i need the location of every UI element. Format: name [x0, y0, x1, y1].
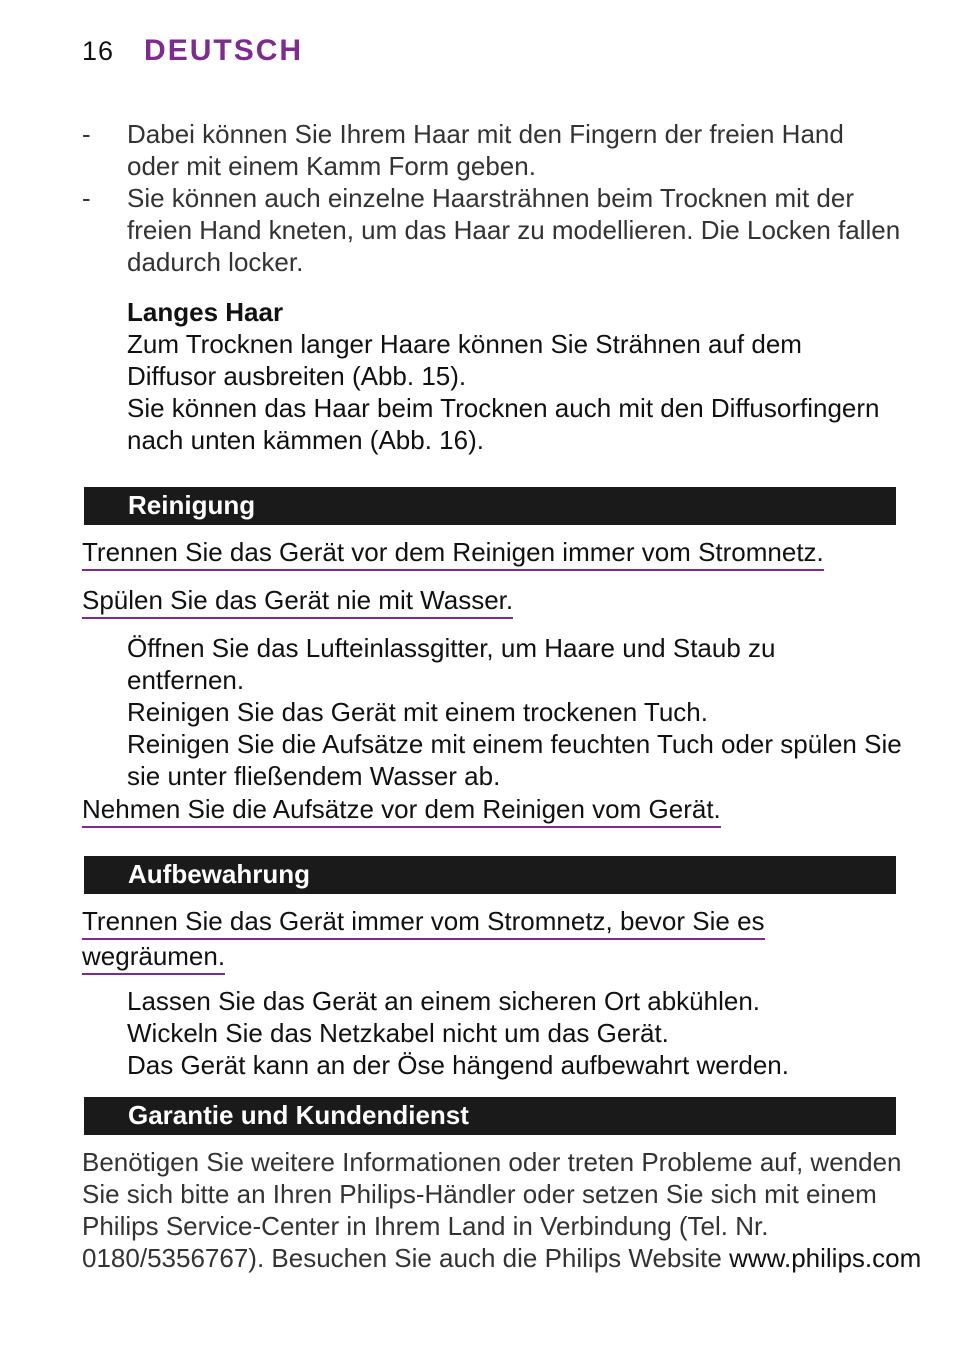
paragraph-line: Öffnen Sie das Lufteinlassgitter, um Haare und Staub zu — [127, 633, 776, 663]
paragraph-line: Philips Service-Center in Ihrem Land in Verbindung (Tel. Nr. — [82, 1211, 769, 1241]
paragraph-line: nach unten kämmen (Abb. 16). — [127, 425, 484, 455]
paragraph-line: Wickeln Sie das Netzkabel nicht um das Gerät. — [127, 1018, 669, 1048]
paragraph-line: entfernen. — [127, 665, 245, 695]
paragraph-text: 0180/5356767). Besuchen Sie auch die Philips Website — [82, 1243, 730, 1273]
section-title: Aufbewahrung — [128, 859, 310, 889]
paragraph-line: sie unter fließendem Wasser ab. — [127, 761, 501, 791]
warning-text: Trennen Sie das Gerät immer vom Stromnetz, bevor Sie es — [82, 905, 765, 940]
warning-text: wegräumen. — [82, 940, 225, 975]
list-item-line: Dabei können Sie Ihrem Haar mit den Fingern der freien Hand — [127, 119, 844, 149]
language-title: DEUTSCH — [144, 34, 304, 67]
paragraph-line: Reinigen Sie das Gerät mit einem trockenen Tuch. — [127, 697, 708, 727]
page-header — [82, 34, 303, 74]
paragraph-line: Lassen Sie das Gerät an einem sicheren Ort abkühlen. — [127, 986, 761, 1016]
list-item-line: Sie können auch einzelne Haarsträhnen beim Trocknen mit der — [127, 183, 854, 213]
paragraph-line: Das Gerät kann an der Öse hängend aufbewahrt werden. — [127, 1050, 789, 1080]
list-item-line: freien Hand kneten, um das Haar zu modellieren. Die Locken fallen — [127, 215, 901, 245]
paragraph-line: Sie sich bitte an Ihren Philips-Händler oder setzen Sie sich mit einem — [82, 1179, 877, 1209]
list-item-line: oder mit einem Kamm Form geben. — [127, 151, 536, 181]
section-bar-warranty — [84, 1097, 896, 1135]
paragraph-line: Reinigen Sie die Aufsätze mit einem feuchten Tuch oder spülen Sie — [127, 729, 902, 759]
intro-list — [82, 118, 901, 278]
section-bar-storage — [84, 856, 896, 894]
warning-text: Nehmen Sie die Aufsätze vor dem Reinigen vom Gerät. — [82, 793, 721, 828]
list-item — [82, 118, 896, 182]
page-number: 16 — [82, 36, 115, 66]
long-hair-section — [82, 296, 896, 456]
list-item — [82, 182, 901, 278]
storage-steps — [82, 985, 896, 1081]
section-title: Reinigung — [128, 490, 256, 520]
warning-text: Trennen Sie das Gerät vor dem Reinigen immer vom Stromnetz. — [82, 536, 824, 571]
paragraph-line: Diffusor ausbreiten (Abb. 15). — [127, 361, 467, 391]
storage-warning — [82, 905, 896, 975]
paragraph-line: Zum Trocknen langer Haare können Sie Strähnen auf dem — [127, 329, 802, 359]
long-hair-heading: Langes Haar — [127, 297, 284, 327]
list-item-line: dadurch locker. — [127, 247, 304, 277]
section-title: Garantie und Kundendienst — [128, 1100, 469, 1130]
paragraph-line — [82, 1242, 922, 1274]
section-bar-cleaning — [84, 487, 896, 525]
warning-text: Spülen Sie das Gerät nie mit Wasser. — [82, 584, 513, 619]
cleaning-steps — [82, 632, 902, 792]
paragraph-line: Sie können das Haar beim Trocknen auch mit den Diffusorfingern — [127, 393, 880, 423]
dash-bullet: - — [82, 183, 91, 213]
dash-bullet: - — [82, 119, 91, 149]
paragraph-line: Benötigen Sie weitere Informationen oder treten Probleme auf, wenden — [82, 1147, 902, 1177]
cleaning-warning-3 — [82, 793, 896, 828]
cleaning-warning-2 — [82, 584, 896, 619]
cleaning-warning-1 — [82, 536, 896, 571]
warranty-paragraph — [82, 1146, 922, 1274]
website-link[interactable]: www.philips.com — [729, 1243, 922, 1273]
